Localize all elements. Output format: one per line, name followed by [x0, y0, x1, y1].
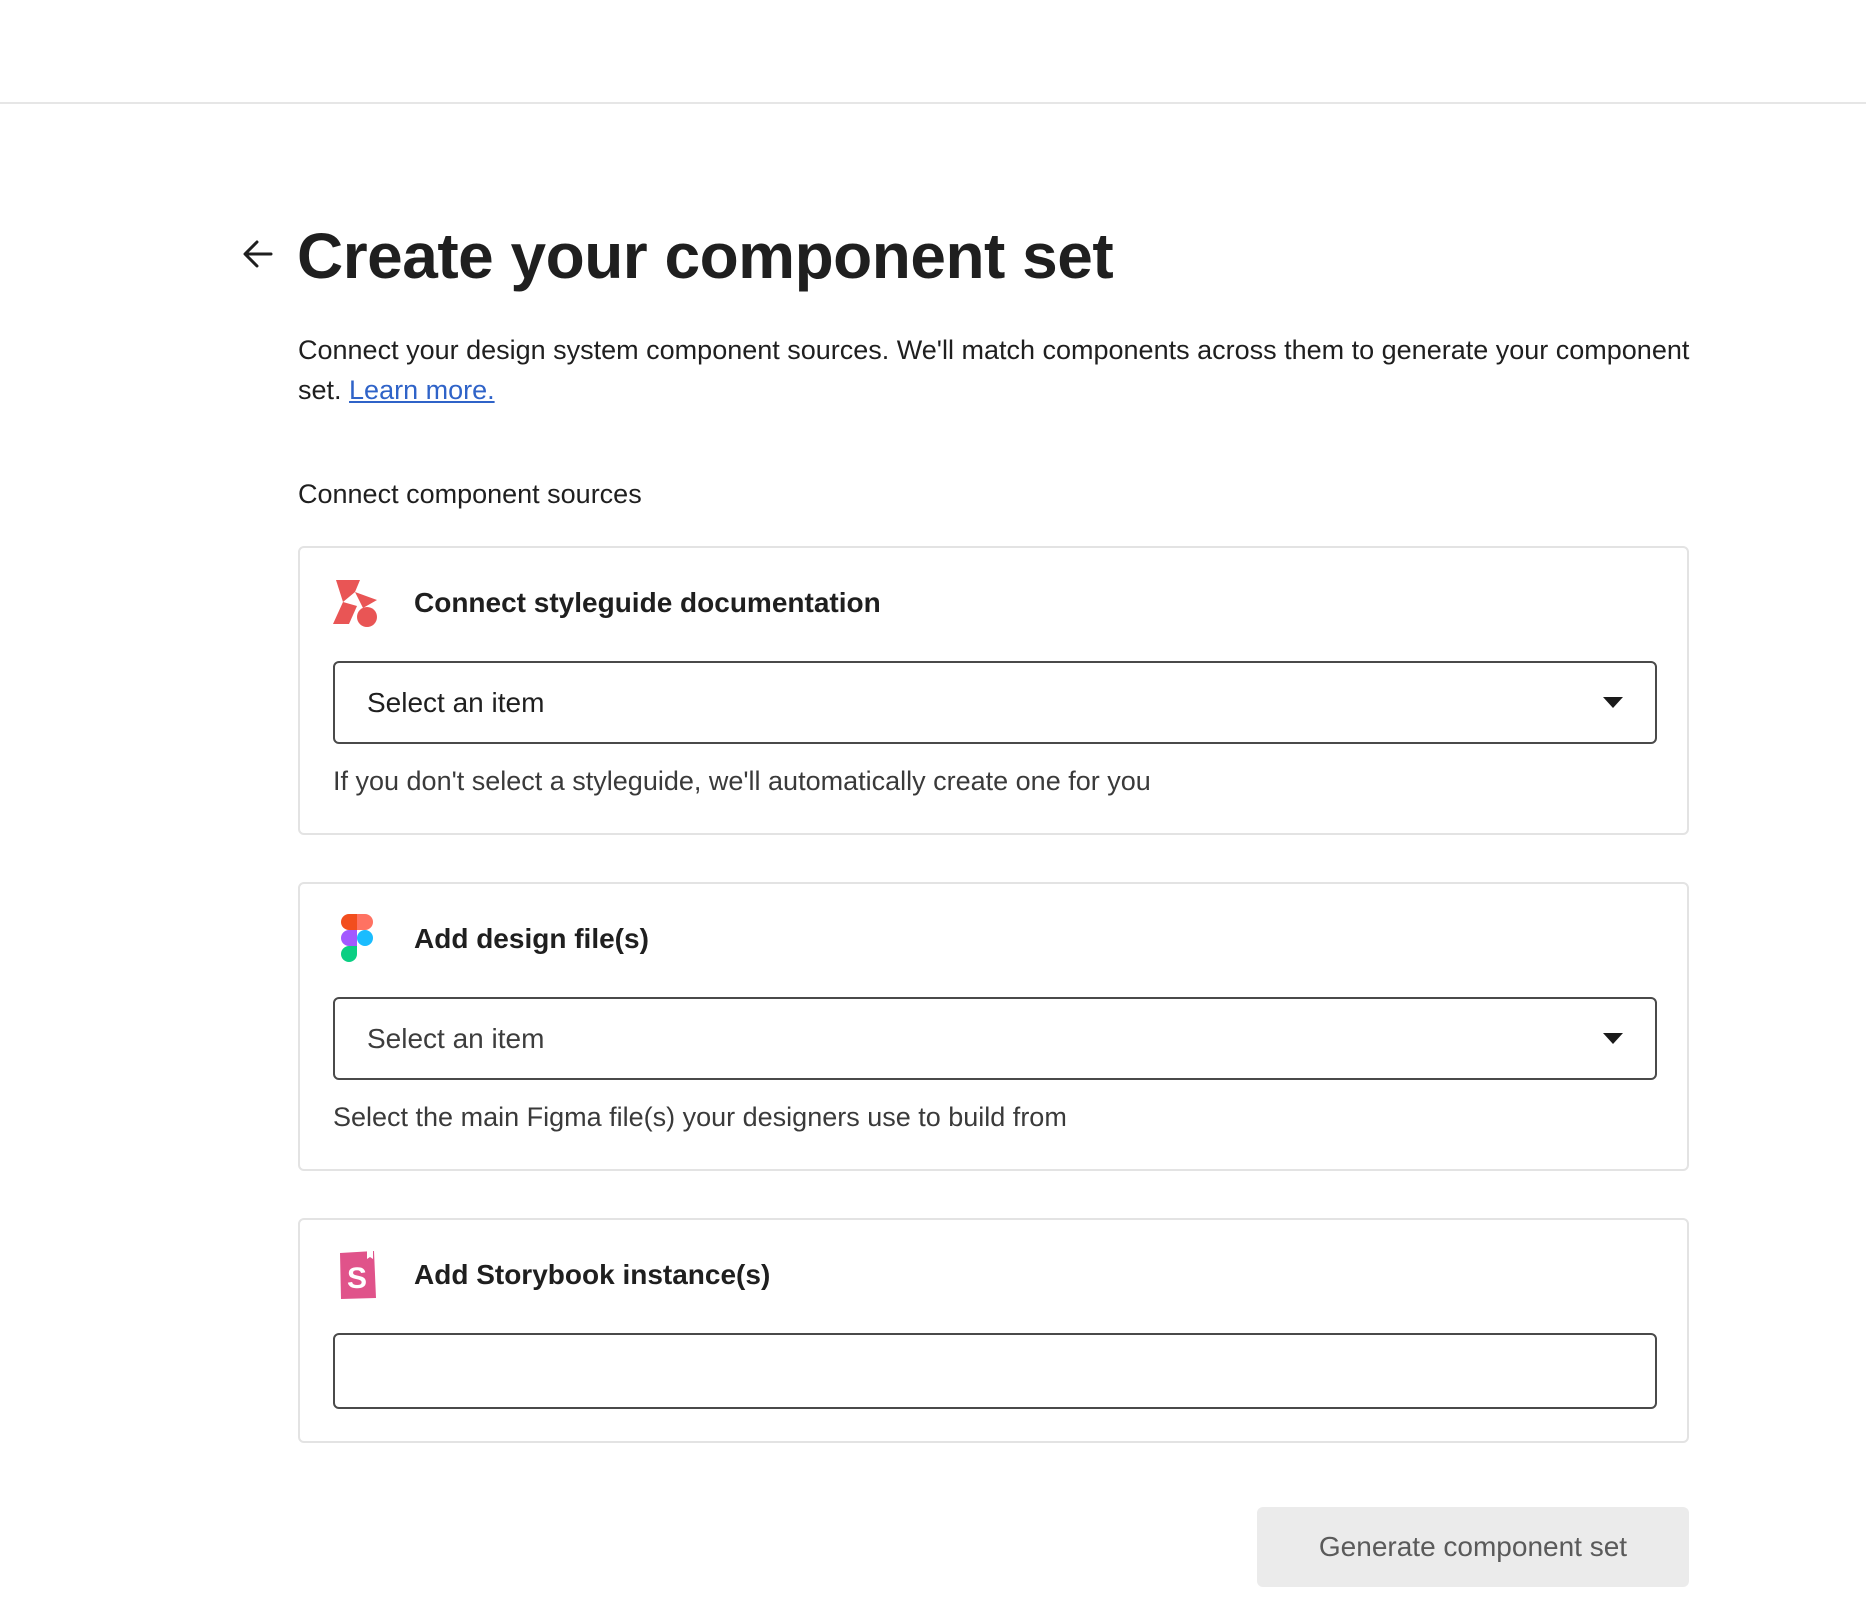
styleguide-helper-text: If you don't select a styleguide, we'll automatically create one for you	[333, 766, 1151, 796]
styleguide-card-title: Connect styleguide documentation	[414, 587, 881, 618]
storybook-input[interactable]	[333, 1333, 1657, 1409]
storybook-card-header	[332, 1250, 770, 1300]
back-button[interactable]	[238, 230, 278, 278]
figma-logo-icon	[332, 914, 382, 964]
design-files-helper-text: Select the main Figma file(s) your designers use to build from	[333, 1102, 1067, 1132]
intro-text	[298, 330, 1718, 410]
design-files-card	[298, 882, 1689, 1171]
section-label: Connect component sources	[298, 479, 642, 509]
svg-text:S: S	[346, 1262, 368, 1295]
top-bar	[0, 0, 1866, 104]
styleguide-card-header	[332, 578, 881, 628]
design-files-select-value: Select an item	[367, 1022, 545, 1054]
zeroheight-logo-icon	[332, 578, 382, 628]
intro-description: Connect your design system component sources. We'll match components across them to generate your component set.	[298, 335, 1690, 405]
chevron-down-icon	[1603, 697, 1623, 708]
design-files-card-header	[332, 914, 649, 964]
styleguide-card	[298, 546, 1689, 835]
learn-more-link[interactable]: Learn more.	[349, 375, 495, 405]
page-title: Create your component set	[297, 220, 1114, 292]
styleguide-select[interactable]	[333, 661, 1657, 744]
arrow-left-icon	[241, 237, 275, 271]
storybook-logo-icon	[332, 1250, 382, 1300]
styleguide-select-value: Select an item	[367, 686, 545, 718]
design-files-card-title: Add design file(s)	[414, 923, 649, 954]
chevron-down-icon	[1603, 1033, 1623, 1044]
storybook-card	[298, 1218, 1689, 1443]
storybook-card-title: Add Storybook instance(s)	[414, 1259, 771, 1290]
design-files-select[interactable]	[333, 997, 1657, 1080]
generate-component-set-button[interactable]: Generate component set	[1257, 1507, 1689, 1587]
